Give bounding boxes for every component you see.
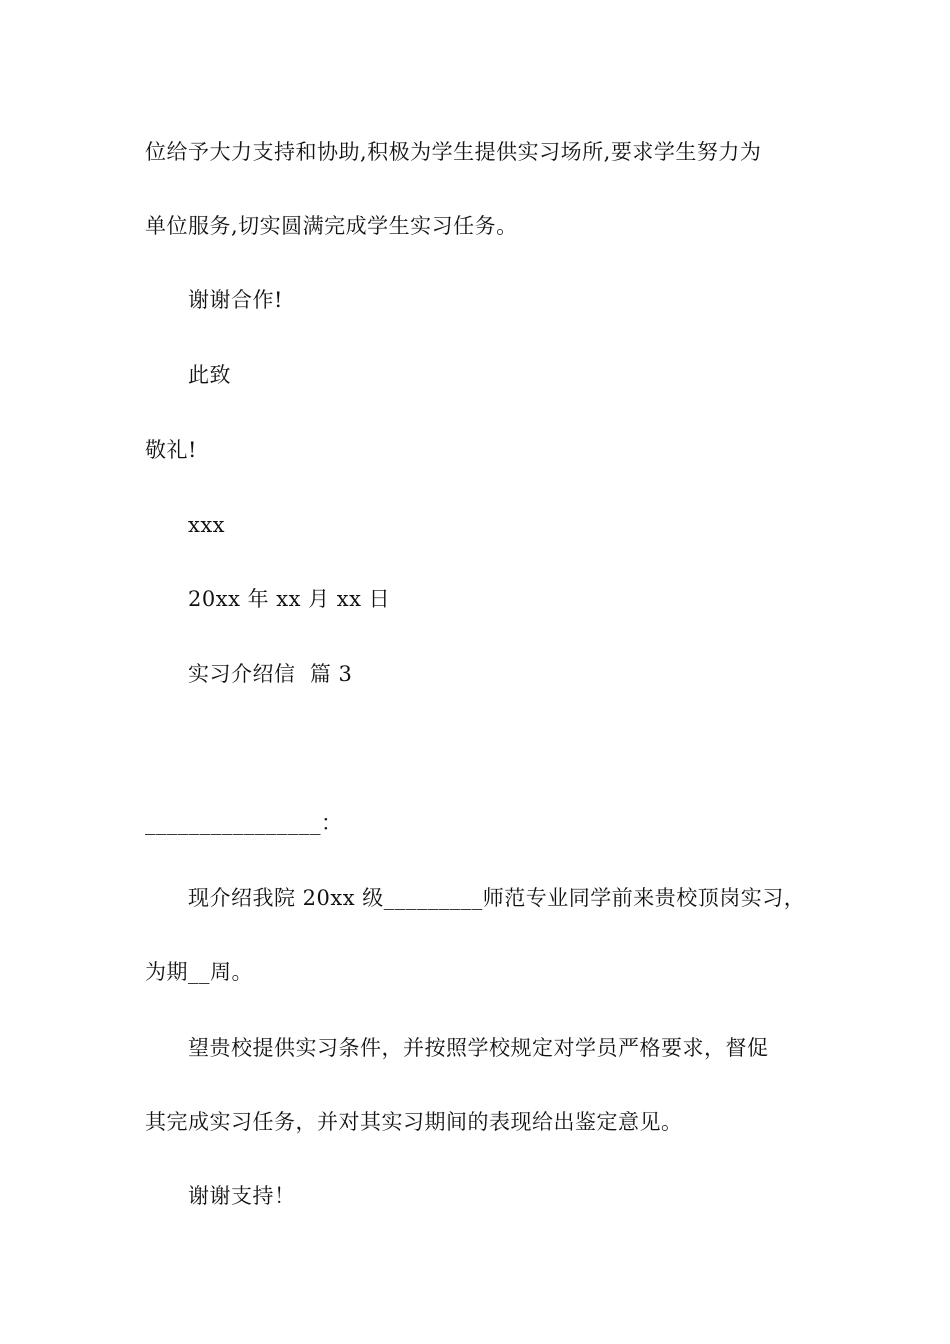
salutation-jingli: 敬礼! — [145, 438, 197, 462]
paragraph-line: 为期__周。 — [145, 960, 253, 984]
paragraph-line: 位给予大力支持和协助,积极为学生提供实习场所,要求学生努力为 — [145, 140, 762, 164]
recipient-blank: ________________： — [145, 811, 343, 835]
signature-name: xxx — [188, 513, 226, 537]
salutation-zhizhi: 此致 — [188, 363, 231, 387]
paragraph-line: 单位服务,切实圆满完成学生实习任务。 — [145, 214, 518, 238]
closing-thanks: 谢谢合作! — [188, 288, 283, 312]
closing-thanks-support: 谢谢支持！ — [188, 1184, 296, 1208]
paragraph-line: 望贵校提供实习条件，并按照学校规定对学员严格要求，督促 — [188, 1036, 769, 1060]
paragraph-line: 现介绍我院 20xx 级_________师范专业同学前来贵校顶岗实习， — [188, 886, 806, 910]
signature-date: 20xx 年 xx 月 xx 日 — [188, 587, 391, 611]
section-heading: 实习介绍信 篇 3 — [188, 662, 353, 686]
paragraph-line: 其完成实习任务，并对其实习期间的表现给出鉴定意见。 — [145, 1110, 683, 1134]
